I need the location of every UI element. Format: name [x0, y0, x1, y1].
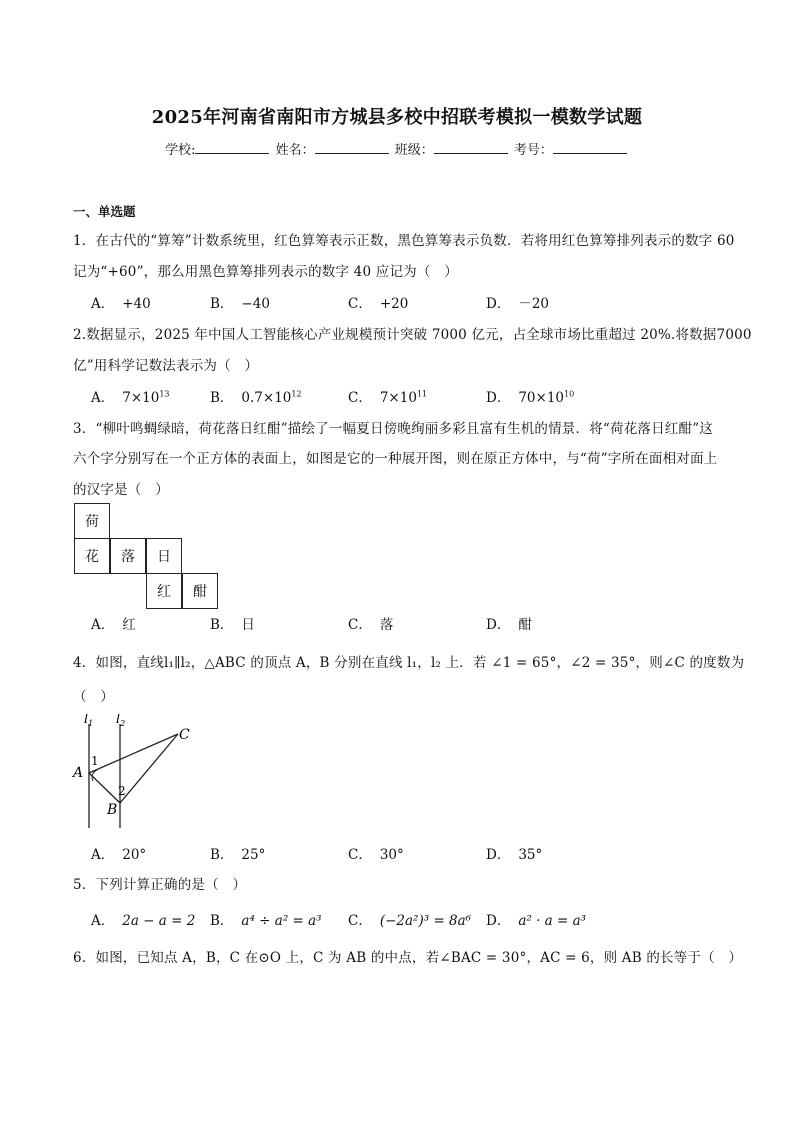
- q3-line1: 3．“柳叶鸣蜩绿暗，荷花落日红酣”描绘了一幅夏日傍晚绚丽多彩且富有生机的情景．将“荷花落日红酣”这: [73, 421, 713, 437]
- exam-no-label: 考号：: [513, 143, 553, 158]
- q4-option-a[interactable]: A． 20°: [91, 847, 147, 863]
- class-label: 班级：: [394, 143, 434, 158]
- q4-option-d[interactable]: D． 35°: [486, 847, 543, 863]
- q3-option-b[interactable]: B． 日: [210, 617, 255, 633]
- q3-option-c[interactable]: C． 落: [348, 617, 394, 633]
- net-cell-ri: 日: [146, 538, 182, 574]
- q5-line1: 5．下列计算正确的是（ ）: [73, 877, 247, 893]
- section-heading: 一、单选题: [73, 204, 136, 219]
- q4-option-c[interactable]: C． 30°: [348, 847, 404, 863]
- q2-line1: 2.数据显示，2025 年中国人工智能核心产业规模预计突破 7000 亿元，占全球市场比重超过 20%.将数据7000: [73, 327, 752, 343]
- q1-option-b[interactable]: B． −40: [210, 296, 270, 312]
- label-a: A: [73, 765, 84, 781]
- q3-option-a[interactable]: A． 红: [91, 617, 136, 633]
- school-blank[interactable]: [195, 141, 269, 154]
- triangle-abc: [89, 734, 178, 803]
- parallel-lines-triangle-figure: [72, 714, 212, 832]
- label-l2: $l_2$: [116, 714, 126, 728]
- q5-option-a[interactable]: A． 2a − a = 2: [91, 913, 196, 929]
- q1-option-d[interactable]: D． －20: [486, 296, 550, 312]
- school-label: 学校:: [165, 143, 196, 158]
- q5-option-b[interactable]: B． a⁴ ÷ a² = a³: [210, 913, 322, 929]
- q4-line2: （ ）: [73, 689, 115, 705]
- name-label: 姓名：: [275, 143, 315, 158]
- q6-line1: 6．如图，已知点 A，B，C 在⊙O 上，C 为 AB 的中点，若∠BAC = 30°，AC = 6，则 AB 的长等于（ ）: [73, 950, 743, 966]
- label-angle-2: 2: [118, 784, 126, 798]
- q2-option-b[interactable]: B． $0.7\times 10^{12}$: [210, 389, 302, 406]
- class-blank[interactable]: [434, 141, 508, 154]
- net-cell-hua: 花: [74, 538, 110, 574]
- q3-option-d[interactable]: D． 酣: [486, 617, 532, 633]
- q1-option-a[interactable]: A． +40: [91, 296, 151, 312]
- label-b: B: [107, 802, 118, 818]
- q2-line2: 亿”用科学记数法表示为（ ）: [73, 358, 259, 374]
- student-info-row: [0, 139, 794, 158]
- q5-option-c[interactable]: C． (−2a²)³ = 8a⁶: [348, 913, 472, 929]
- q1-option-c[interactable]: C． +20: [348, 296, 409, 312]
- q1-line1: 1．在古代的“算筹”计数系统里，红色算筹表示正数，黑色算筹表示负数．若将用红色算筹排列表示的数字 60: [73, 233, 735, 249]
- q2-option-a[interactable]: A． $7\times 10^{13}$: [91, 389, 170, 406]
- q4-line1: 4．如图，直线l₁∥l₂，△ABC 的顶点 A，B 分别在直线 l₁，l₂ 上．若 ∠1 = 65°，∠2 = 35°，则∠C 的度数为: [73, 655, 745, 671]
- net-cell-han: 酣: [182, 573, 218, 609]
- exam-no-blank[interactable]: [553, 141, 627, 154]
- q1-line2: 记为“+60”，那么用黑色算筹排列表示的数字 40 应记为（ ）: [73, 264, 458, 280]
- name-blank[interactable]: [315, 141, 389, 154]
- label-l1: $l_1$: [84, 714, 94, 728]
- q5-option-d[interactable]: D． a² · a = a³: [486, 913, 587, 929]
- q4-option-b[interactable]: B． 25°: [210, 847, 266, 863]
- label-angle-1: 1: [91, 754, 99, 768]
- net-cell-luo: 落: [110, 538, 146, 574]
- net-cell-he: 荷: [74, 503, 110, 539]
- exam-title: 2025年河南省南阳市方城县多校中招联考模拟一模数学试题: [151, 107, 643, 128]
- q3-line2: 六个字分别写在一个正方体的表面上，如图是它的一种展开图，则在原正方体中，与“荷”字所在面相对面上: [73, 451, 718, 467]
- q3-line3: 的汉字是（ ）: [73, 482, 169, 498]
- net-cell-hong: 红: [146, 573, 182, 609]
- label-c: C: [179, 727, 190, 743]
- q2-option-d[interactable]: D． $70\times 10^{10}$: [486, 389, 575, 406]
- q2-option-c[interactable]: C． $7\times 10^{11}$: [348, 389, 428, 406]
